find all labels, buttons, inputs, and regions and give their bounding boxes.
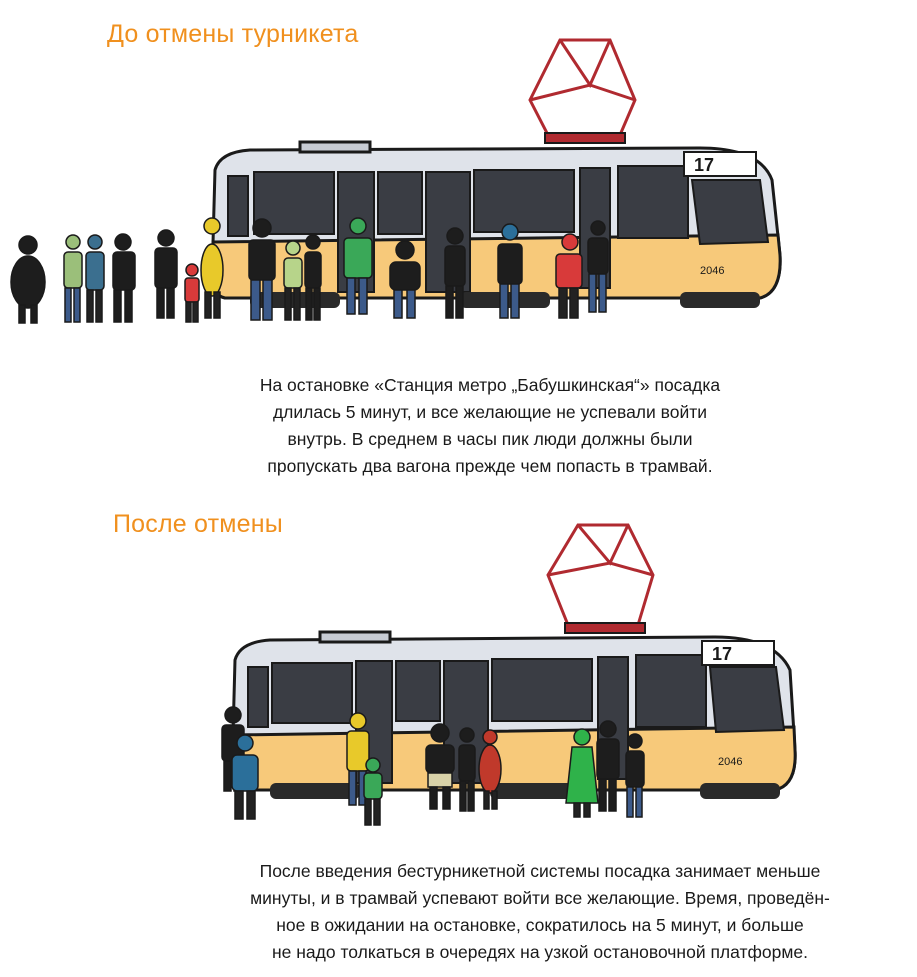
tram-bogies [270, 783, 780, 799]
caption-line: внутрь. В среднем в часы пик люди должны были [287, 429, 693, 449]
caption-line: минуты, и в трамвай успевают войти все желающие. Время, проведён- [250, 888, 830, 908]
caption-after [210, 858, 870, 966]
section-heading-before: До отмены турникета [107, 20, 359, 48]
caption-before [230, 372, 750, 480]
pantograph-illustration [530, 40, 635, 135]
caption-line: длилась 5 минут, и все желающие не успевали войти [272, 402, 708, 422]
fleet-number: 2046 [718, 756, 743, 768]
route-number: 17 [712, 644, 733, 664]
pantograph-illustration [548, 525, 653, 625]
caption-line: не надо толкаться в очередях на узкой остановочной платформе. [271, 942, 808, 962]
tram-illustration-after [0, 515, 917, 835]
fleet-number: 2046 [700, 265, 725, 277]
caption-line: После введения бестурникетной системы посадка занимает меньше [259, 861, 821, 881]
caption-line: На остановке «Станция метро „Бабушкинская“» посадка [259, 375, 721, 395]
section-heading-after: После отмены [113, 510, 283, 538]
caption-line: пропускать два вагона прежде чем попасть в трамвай. [267, 456, 713, 476]
route-number: 17 [694, 155, 715, 175]
caption-line: ное в ожидании на остановке, сократилось на 5 минут, и больше [276, 915, 804, 935]
tram-illustration-before [0, 30, 917, 340]
